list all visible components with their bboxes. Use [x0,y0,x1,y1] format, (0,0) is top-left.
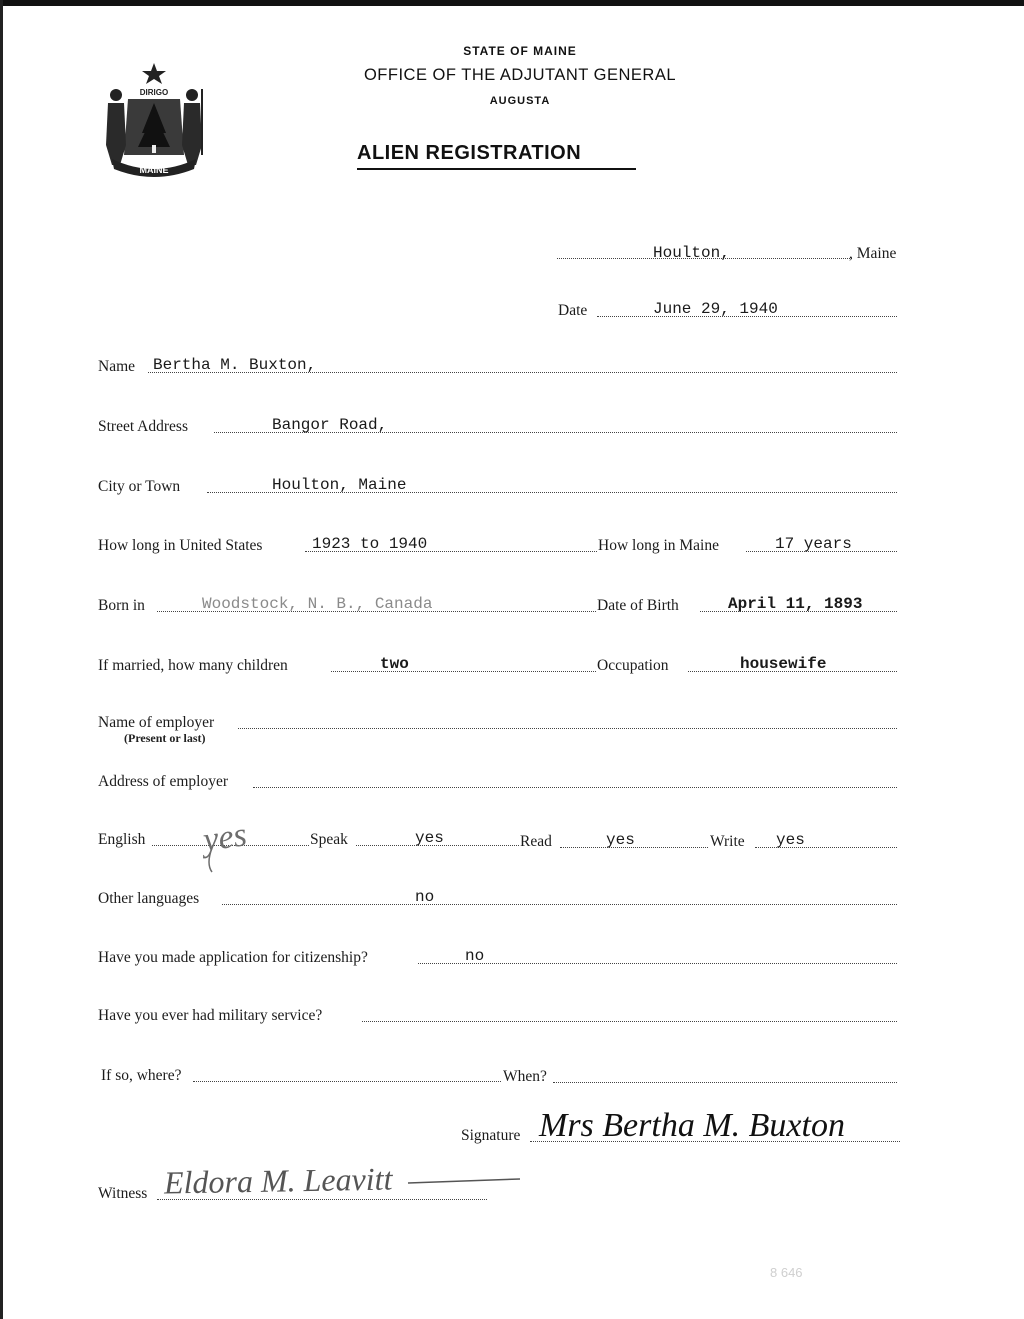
english-label: English [98,831,146,848]
citizenship-label: Have you made application for citizenship? [98,949,368,966]
children-value: two [380,655,409,673]
employer-line [238,728,897,729]
signature-value: Mrs Bertha M. Buxton [539,1107,845,1144]
name-value: Bertha M. Buxton, [153,356,317,374]
witness-value: Eldora M. Leavitt [163,1160,393,1201]
archive-stamp: 8 646 [770,1265,803,1280]
write-label: Write [710,833,745,850]
employer-label: Name of employer [98,714,215,731]
where-label: If so, where? [101,1067,182,1084]
military-label: Have you ever had military service? [98,1007,323,1024]
maine-time-value: 17 years [775,535,852,553]
seal-state-word: MAINE [139,165,169,175]
city-label: City or Town [98,478,181,495]
place-state-label: , Maine [849,245,897,262]
city-value: Houlton, Maine [272,476,407,494]
english-value: yes [200,816,250,859]
occupation-value: housewife [740,655,827,673]
dob-label: Date of Birth [597,597,679,614]
place-town-value: Houlton, [653,244,730,262]
us-time-label: How long in United States [98,537,263,554]
date-value: June 29, 1940 [653,300,778,318]
speak-value: yes [415,829,444,847]
signature-handwriting [535,1100,915,1152]
title-underline [357,168,636,170]
when-label: When? [503,1068,547,1085]
military-line [362,1021,897,1022]
employer-address-label: Address of employer [98,773,228,790]
street-label: Street Address [98,418,188,435]
maine-time-label: How long in Maine [598,537,719,554]
citizenship-value: no [465,947,485,965]
write-value: yes [776,831,805,849]
form-title: ALIEN REGISTRATION [357,142,582,164]
occupation-label: Occupation [597,657,669,674]
children-line [331,671,596,672]
name-label: Name [98,358,136,375]
maine-state-seal-icon [98,55,210,180]
dob-value: April 11, 1893 [728,595,863,613]
header-office: OFFICE OF THE ADJUTANT GENERAL [363,66,677,84]
header-state: STATE OF MAINE [463,44,577,58]
read-label: Read [520,833,552,850]
employer-address-line [253,787,897,788]
witness-handwriting [158,1155,528,1207]
date-label: Date [558,302,588,319]
witness-label: Witness [98,1185,148,1202]
born-label: Born in [98,597,145,614]
where-line [193,1081,501,1082]
street-value: Bangor Road, [272,416,388,434]
english-handwritten-yes [200,812,292,874]
speak-label: Speak [310,831,348,848]
other-languages-label: Other languages [98,890,200,907]
signature-label: Signature [461,1127,521,1144]
read-value: yes [606,831,635,849]
scan-border-top [0,0,1024,6]
children-label: If married, how many children [98,657,288,674]
us-time-value: 1923 to 1940 [312,535,428,553]
seal-motto: DIRIGO [139,88,169,97]
header-city: AUGUSTA [489,95,551,107]
scan-border-left [0,0,3,1319]
other-languages-value: no [415,888,435,906]
born-value: Woodstock, N. B., Canada [202,595,433,613]
citizenship-line [418,963,897,964]
when-line [553,1082,897,1083]
other-languages-line [222,904,897,905]
employer-sublabel: (Present or last) [124,731,206,745]
